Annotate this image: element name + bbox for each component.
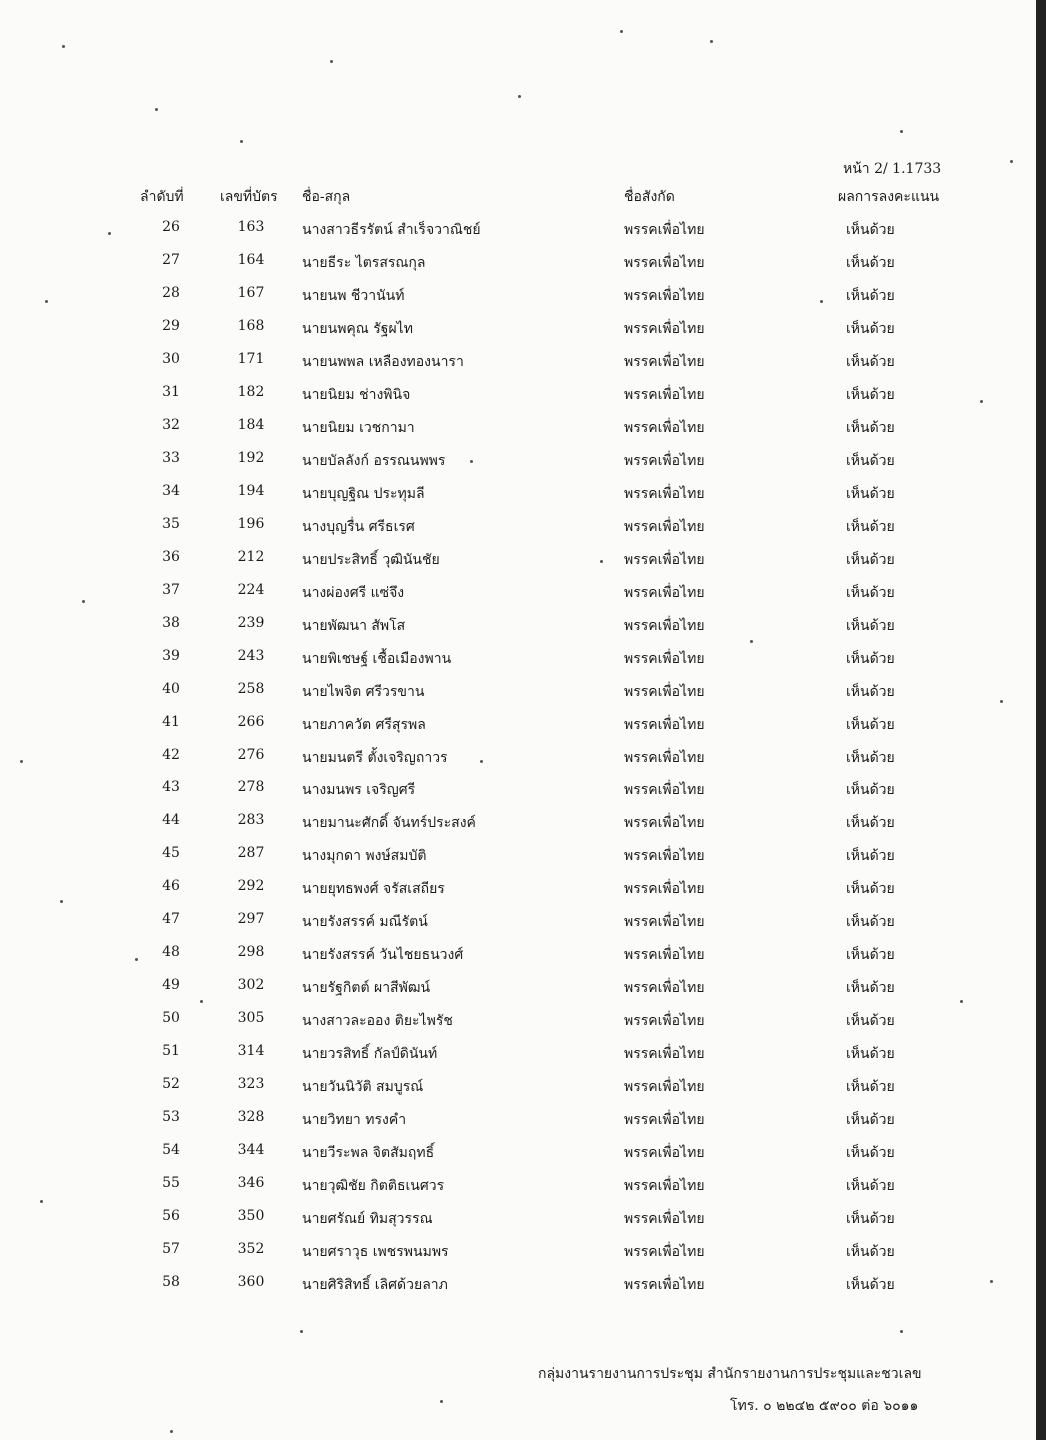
row-vote: เห็นด้วย <box>846 1013 895 1029</box>
row-party: พรรคเพื่อไทย <box>624 1046 705 1062</box>
row-name: นางสาวธีรรัตน์ สำเร็จวาณิชย์ <box>302 222 481 238</box>
row-party: พรรคเพื่อไทย <box>624 881 705 897</box>
row-seq: 28 <box>162 285 180 301</box>
row-card-number: 292 <box>237 878 265 894</box>
speck <box>300 1330 303 1333</box>
table-row <box>0 1208 1036 1230</box>
row-party: พรรคเพื่อไทย <box>624 288 705 304</box>
table-row <box>0 351 1036 373</box>
table-row <box>0 681 1036 703</box>
row-seq: 26 <box>162 219 180 235</box>
table-row <box>0 845 1036 867</box>
row-name: นายนพพล เหลืองทองนารา <box>302 354 464 370</box>
speck <box>135 958 138 961</box>
speck <box>20 760 23 763</box>
speck <box>960 1000 963 1003</box>
row-seq: 37 <box>162 582 180 598</box>
table-row <box>0 285 1036 307</box>
row-vote: เห็นด้วย <box>846 1211 895 1227</box>
row-party: พรรคเพื่อไทย <box>624 585 705 601</box>
table-row <box>0 483 1036 505</box>
row-seq: 30 <box>162 351 180 367</box>
speck <box>82 600 85 603</box>
speck <box>470 460 473 463</box>
table-row <box>0 384 1036 406</box>
row-name: นางผ่องศรี แซ่จึง <box>302 585 405 601</box>
row-card-number: 192 <box>237 450 265 466</box>
page-number: หน้า 2/ 1.1733 <box>843 161 942 177</box>
table-row <box>0 977 1036 999</box>
scan-edge <box>1036 0 1046 1440</box>
row-card-number: 323 <box>237 1076 265 1092</box>
row-card-number: 171 <box>237 351 265 367</box>
speck <box>45 300 48 303</box>
row-name: นายยุทธพงศ์ จรัสเสถียร <box>302 881 445 897</box>
row-vote: เห็นด้วย <box>846 519 895 535</box>
row-vote: เห็นด้วย <box>846 1112 895 1128</box>
row-card-number: 298 <box>237 944 265 960</box>
row-party: พรรคเพื่อไทย <box>624 1178 705 1194</box>
footer-office: กลุ่มงานรายงานการประชุม สำนักรายงานการประชุมและชวเลข <box>538 1366 922 1382</box>
row-card-number: 350 <box>237 1208 265 1224</box>
header-party: ชื่อสังกัด <box>624 189 675 205</box>
table-header <box>0 186 1036 208</box>
table-row <box>0 648 1036 670</box>
table-row <box>0 878 1036 900</box>
speck <box>40 1200 43 1203</box>
row-seq: 31 <box>162 384 180 400</box>
row-card-number: 168 <box>237 318 265 334</box>
row-seq: 56 <box>162 1208 180 1224</box>
row-name: นางสาวละออง ติยะไพรัช <box>302 1013 453 1029</box>
table-row <box>0 450 1036 472</box>
row-card-number: 239 <box>237 615 265 631</box>
row-card-number: 352 <box>237 1241 265 1257</box>
speck <box>990 1280 993 1283</box>
row-card-number: 167 <box>237 285 265 301</box>
speck <box>1000 700 1003 703</box>
row-name: นายรังสรรค์ มณีรัตน์ <box>302 914 428 930</box>
row-party: พรรคเพื่อไทย <box>624 947 705 963</box>
row-name: นายไพจิต ศรีวรขาน <box>302 684 425 700</box>
row-party: พรรคเพื่อไทย <box>624 387 705 403</box>
row-seq: 58 <box>162 1274 180 1290</box>
row-party: พรรคเพื่อไทย <box>624 815 705 831</box>
row-name: นายมานะศักดิ์ จันทร์ประสงค์ <box>302 815 476 831</box>
row-party: พรรคเพื่อไทย <box>624 222 705 238</box>
speck <box>60 900 63 903</box>
row-seq: 48 <box>162 944 180 960</box>
row-card-number: 184 <box>237 417 265 433</box>
row-vote: เห็นด้วย <box>846 1079 895 1095</box>
speck <box>750 640 753 643</box>
table-row <box>0 1109 1036 1131</box>
table-row <box>0 1043 1036 1065</box>
row-party: พรรคเพื่อไทย <box>624 848 705 864</box>
row-vote: เห็นด้วย <box>846 1046 895 1062</box>
row-name: นายมนตรี ตั้งเจริญถาวร <box>302 750 448 766</box>
table-row <box>0 1010 1036 1032</box>
row-vote: เห็นด้วย <box>846 420 895 436</box>
row-vote: เห็นด้วย <box>846 848 895 864</box>
row-seq: 57 <box>162 1241 180 1257</box>
row-name: นายนิยม เวชกามา <box>302 420 415 436</box>
row-party: พรรคเพื่อไทย <box>624 453 705 469</box>
row-card-number: 305 <box>237 1010 265 1026</box>
table-row <box>0 252 1036 274</box>
row-seq: 44 <box>162 812 180 828</box>
table-row <box>0 219 1036 241</box>
table-row <box>0 549 1036 571</box>
row-party: พรรคเพื่อไทย <box>624 321 705 337</box>
row-card-number: 360 <box>237 1274 265 1290</box>
row-name: นายบุญฐิณ ประทุมลี <box>302 486 425 502</box>
row-seq: 34 <box>162 483 180 499</box>
row-party: พรรคเพื่อไทย <box>624 354 705 370</box>
row-name: นายศิริสิทธิ์ เลิศด้วยลาภ <box>302 1277 448 1293</box>
row-card-number: 182 <box>237 384 265 400</box>
row-party: พรรคเพื่อไทย <box>624 486 705 502</box>
row-name: นายพิเชษฐ์ เชื้อเมืองพาน <box>302 651 452 667</box>
header-name: ชื่อ-สกุล <box>302 189 351 205</box>
row-seq: 40 <box>162 681 180 697</box>
row-name: นายบัลลังก์ อรรณนพพร <box>302 453 446 469</box>
row-seq: 38 <box>162 615 180 631</box>
row-party: พรรคเพื่อไทย <box>624 255 705 271</box>
row-vote: เห็นด้วย <box>846 486 895 502</box>
speck <box>1010 160 1013 163</box>
row-vote: เห็นด้วย <box>846 815 895 831</box>
row-party: พรรคเพื่อไทย <box>624 1211 705 1227</box>
row-card-number: 287 <box>237 845 265 861</box>
speck <box>480 760 483 763</box>
row-card-number: 224 <box>237 582 265 598</box>
row-party: พรรคเพื่อไทย <box>624 684 705 700</box>
speck <box>330 60 333 63</box>
row-seq: 36 <box>162 549 180 565</box>
row-card-number: 212 <box>237 549 265 565</box>
row-name: นายนพคุณ รัฐผไท <box>302 321 413 337</box>
row-party: พรรคเพื่อไทย <box>624 1013 705 1029</box>
speck <box>710 40 713 43</box>
row-seq: 47 <box>162 911 180 927</box>
row-card-number: 196 <box>237 516 265 532</box>
row-vote: เห็นด้วย <box>846 552 895 568</box>
speck <box>900 1330 903 1333</box>
row-name: นายพัฒนา สัพโส <box>302 618 406 634</box>
row-party: พรรคเพื่อไทย <box>624 782 705 798</box>
speck <box>170 1430 173 1433</box>
row-vote: เห็นด้วย <box>846 618 895 634</box>
row-seq: 49 <box>162 977 180 993</box>
speck <box>62 45 65 48</box>
table-row <box>0 417 1036 439</box>
row-party: พรรคเพื่อไทย <box>624 750 705 766</box>
table-row <box>0 779 1036 801</box>
header-vote: ผลการลงคะแนน <box>838 189 940 205</box>
row-vote: เห็นด้วย <box>846 387 895 403</box>
row-name: นายประสิทธิ์ วุฒินันชัย <box>302 552 440 568</box>
row-seq: 50 <box>162 1010 180 1026</box>
row-card-number: 283 <box>237 812 265 828</box>
speck <box>820 300 823 303</box>
table-row <box>0 615 1036 637</box>
header-seq: ลำดับที่ <box>140 189 184 205</box>
table-row <box>0 747 1036 769</box>
table-row <box>0 1241 1036 1263</box>
row-party: พรรคเพื่อไทย <box>624 1145 705 1161</box>
row-vote: เห็นด้วย <box>846 684 895 700</box>
row-card-number: 297 <box>237 911 265 927</box>
row-party: พรรคเพื่อไทย <box>624 420 705 436</box>
header-card-number: เลขที่บัตร <box>220 189 278 205</box>
row-card-number: 266 <box>237 714 265 730</box>
speck <box>600 560 603 563</box>
speck <box>240 140 243 143</box>
table-row <box>0 1274 1036 1296</box>
row-vote: เห็นด้วย <box>846 354 895 370</box>
row-card-number: 344 <box>237 1142 265 1158</box>
row-name: นายวิทยา ทรงคำ <box>302 1112 407 1128</box>
row-card-number: 346 <box>237 1175 265 1191</box>
row-vote: เห็นด้วย <box>846 1244 895 1260</box>
row-party: พรรคเพื่อไทย <box>624 1244 705 1260</box>
row-party: พรรคเพื่อไทย <box>624 914 705 930</box>
row-vote: เห็นด้วย <box>846 651 895 667</box>
speck <box>155 108 158 111</box>
row-vote: เห็นด้วย <box>846 255 895 271</box>
table-row <box>0 318 1036 340</box>
row-seq: 46 <box>162 878 180 894</box>
row-vote: เห็นด้วย <box>846 288 895 304</box>
row-seq: 43 <box>162 779 180 795</box>
row-seq: 45 <box>162 845 180 861</box>
row-vote: เห็นด้วย <box>846 1178 895 1194</box>
row-seq: 35 <box>162 516 180 532</box>
row-name: นายนิยม ช่างพินิจ <box>302 387 411 403</box>
speck <box>900 130 903 133</box>
speck <box>440 1400 443 1403</box>
row-party: พรรคเพื่อไทย <box>624 1277 705 1293</box>
row-card-number: 164 <box>237 252 265 268</box>
row-seq: 54 <box>162 1142 180 1158</box>
row-name: นายรัฐกิตต์ ผาสีพัฒน์ <box>302 980 431 996</box>
row-seq: 51 <box>162 1043 180 1059</box>
speck <box>518 95 521 98</box>
row-seq: 29 <box>162 318 180 334</box>
table-row <box>0 582 1036 604</box>
row-name: นางมนพร เจริญศรี <box>302 782 416 798</box>
row-card-number: 328 <box>237 1109 265 1125</box>
row-vote: เห็นด้วย <box>846 947 895 963</box>
speck <box>200 1000 203 1003</box>
row-vote: เห็นด้วย <box>846 782 895 798</box>
row-vote: เห็นด้วย <box>846 980 895 996</box>
row-name: นางบุญรื่น ศรีธเรศ <box>302 519 415 535</box>
table-row <box>0 911 1036 933</box>
row-name: นายศรัณย์ ทิมสุวรรณ <box>302 1211 433 1227</box>
table-row <box>0 1142 1036 1164</box>
row-vote: เห็นด้วย <box>846 585 895 601</box>
row-vote: เห็นด้วย <box>846 914 895 930</box>
row-name: นายศราวุธ เพชรพนมพร <box>302 1244 449 1260</box>
table-row <box>0 944 1036 966</box>
row-seq: 39 <box>162 648 180 664</box>
row-vote: เห็นด้วย <box>846 881 895 897</box>
row-vote: เห็นด้วย <box>846 750 895 766</box>
table-row <box>0 1175 1036 1197</box>
row-card-number: 258 <box>237 681 265 697</box>
row-vote: เห็นด้วย <box>846 1277 895 1293</box>
table-row <box>0 812 1036 834</box>
row-party: พรรคเพื่อไทย <box>624 1112 705 1128</box>
row-card-number: 194 <box>237 483 265 499</box>
row-seq: 27 <box>162 252 180 268</box>
row-card-number: 278 <box>237 779 265 795</box>
row-name: นายธีระ ไตรสรณกุล <box>302 255 426 271</box>
row-seq: 55 <box>162 1175 180 1191</box>
row-card-number: 314 <box>237 1043 265 1059</box>
row-name: นายวีระพล จิตสัมฤทธิ์ <box>302 1145 435 1161</box>
row-card-number: 243 <box>237 648 265 664</box>
row-seq: 52 <box>162 1076 180 1092</box>
row-name: นายภาควัต ศรีสุรพล <box>302 717 426 733</box>
row-party: พรรคเพื่อไทย <box>624 980 705 996</box>
speck <box>620 30 623 33</box>
row-seq: 42 <box>162 747 180 763</box>
row-card-number: 163 <box>237 219 265 235</box>
row-party: พรรคเพื่อไทย <box>624 552 705 568</box>
row-seq: 41 <box>162 714 180 730</box>
table-row <box>0 1076 1036 1098</box>
row-name: นายรังสรรค์ วันไชยธนวงศ์ <box>302 947 464 963</box>
table-row <box>0 714 1036 736</box>
table-row <box>0 516 1036 538</box>
row-card-number: 302 <box>237 977 265 993</box>
row-vote: เห็นด้วย <box>846 222 895 238</box>
row-name: นายวุฒิชัย กิตติธเนศวร <box>302 1178 445 1194</box>
row-seq: 32 <box>162 417 180 433</box>
row-card-number: 276 <box>237 747 265 763</box>
row-vote: เห็นด้วย <box>846 321 895 337</box>
row-vote: เห็นด้วย <box>846 717 895 733</box>
footer-phone: โทร. ๐ ๒๒๔๒ ๕๙๐๐ ต่อ ๖๐๑๑ <box>730 1398 919 1414</box>
row-party: พรรคเพื่อไทย <box>624 1079 705 1095</box>
row-name: นางมุกดา พงษ์สมบัติ <box>302 848 427 864</box>
speck <box>980 400 983 403</box>
row-party: พรรคเพื่อไทย <box>624 618 705 634</box>
row-name: นายนพ ชีวานันท์ <box>302 288 405 304</box>
row-party: พรรคเพื่อไทย <box>624 717 705 733</box>
row-name: นายวันนิวัติ สมบูรณ์ <box>302 1079 424 1095</box>
row-seq: 53 <box>162 1109 180 1125</box>
row-party: พรรคเพื่อไทย <box>624 651 705 667</box>
speck <box>108 232 111 235</box>
row-name: นายวรสิทธิ์ กัลป์ดินันท์ <box>302 1046 438 1062</box>
row-vote: เห็นด้วย <box>846 1145 895 1161</box>
row-seq: 33 <box>162 450 180 466</box>
row-vote: เห็นด้วย <box>846 453 895 469</box>
row-party: พรรคเพื่อไทย <box>624 519 705 535</box>
